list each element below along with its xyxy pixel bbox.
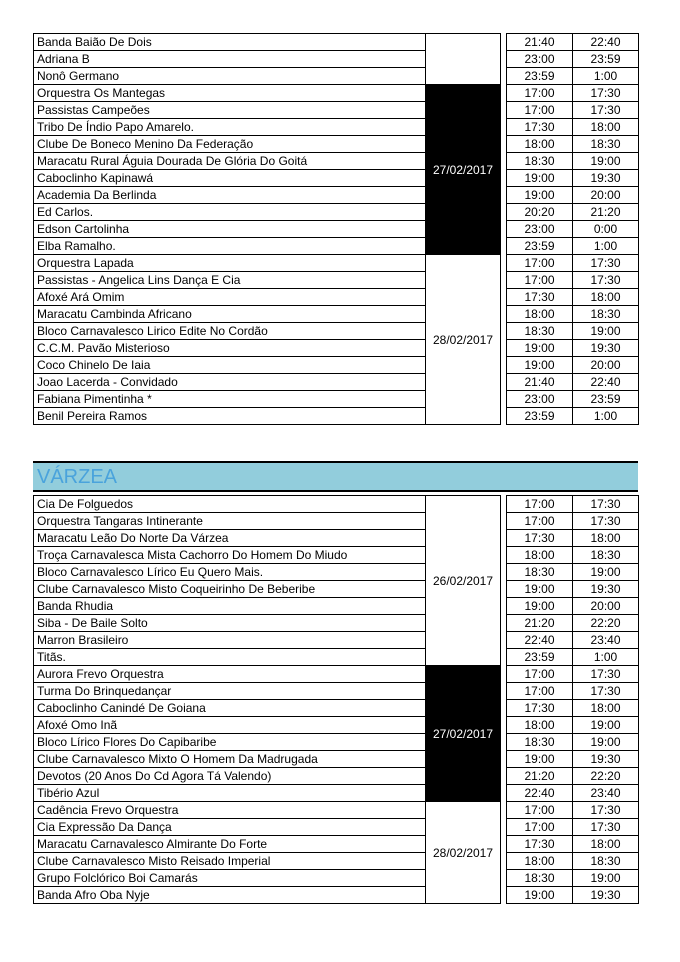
end-time: 22:20	[573, 768, 639, 785]
start-time: 23:59	[507, 238, 573, 255]
section-title: VÁRZEA	[37, 466, 118, 488]
schedule-row	[34, 391, 639, 408]
start-time: 17:30	[507, 700, 573, 717]
schedule-row	[34, 289, 639, 306]
start-time: 17:00	[507, 85, 573, 102]
end-time: 18:30	[573, 136, 639, 153]
attraction-name: Joao Lacerda - Convidado	[34, 374, 426, 391]
start-time: 17:30	[507, 530, 573, 547]
start-time: 19:00	[507, 887, 573, 904]
start-time: 23:00	[507, 391, 573, 408]
schedule-table-1	[33, 33, 639, 425]
start-time: 21:20	[507, 615, 573, 632]
schedule-row	[34, 204, 639, 221]
schedule-row	[34, 564, 639, 581]
attraction-name: Banda Afro Oba Nyje	[34, 887, 426, 904]
schedule-row	[34, 547, 639, 564]
attraction-name: Caboclinho Kapinawá	[34, 170, 426, 187]
attraction-name: Tribo De Índio Papo Amarelo.	[34, 119, 426, 136]
start-time: 21:40	[507, 34, 573, 51]
end-time: 19:30	[573, 170, 639, 187]
attraction-name: Maracatu Leão Do Norte Da Várzea	[34, 530, 426, 547]
schedule-row	[34, 255, 639, 272]
date-cell: 28/02/2017	[426, 255, 501, 425]
attraction-name: Passistas Campeões	[34, 102, 426, 119]
end-time: 20:00	[573, 598, 639, 615]
end-time: 23:59	[573, 391, 639, 408]
end-time: 20:00	[573, 187, 639, 204]
schedule-row	[34, 836, 639, 853]
schedule-row	[34, 768, 639, 785]
start-time: 22:40	[507, 785, 573, 802]
attraction-name: Elba Ramalho.	[34, 238, 426, 255]
attraction-name: Cia Expressão Da Dança	[34, 819, 426, 836]
start-time: 18:30	[507, 153, 573, 170]
end-time: 18:00	[573, 289, 639, 306]
schedule-row	[34, 272, 639, 289]
schedule-row	[34, 408, 639, 425]
date-cell: 27/02/2017	[426, 666, 501, 802]
end-time: 19:00	[573, 153, 639, 170]
schedule-row	[34, 632, 639, 649]
schedule-row	[34, 496, 639, 513]
schedule-row	[34, 374, 639, 391]
date-cell	[426, 34, 501, 85]
schedule-row	[34, 683, 639, 700]
schedule-row	[34, 751, 639, 768]
schedule-row	[34, 306, 639, 323]
start-time: 23:59	[507, 649, 573, 666]
attraction-name: Cia De Folguedos	[34, 496, 426, 513]
end-time: 19:30	[573, 751, 639, 768]
start-time: 17:00	[507, 666, 573, 683]
schedule-row	[34, 85, 639, 102]
attraction-name: Orquestra Lapada	[34, 255, 426, 272]
attraction-name: Cadência Frevo Orquestra	[34, 802, 426, 819]
schedule-row	[34, 581, 639, 598]
start-time: 23:00	[507, 221, 573, 238]
end-time: 21:20	[573, 204, 639, 221]
end-time: 0:00	[573, 221, 639, 238]
attraction-name: Nonô Germano	[34, 68, 426, 85]
attraction-name: Turma Do Brinquedançar	[34, 683, 426, 700]
attraction-name: Titãs.	[34, 649, 426, 666]
attraction-name: Banda Baião De Dois	[34, 34, 426, 51]
end-time: 23:59	[573, 51, 639, 68]
end-time: 19:00	[573, 870, 639, 887]
end-time: 1:00	[573, 238, 639, 255]
schedule-row	[34, 102, 639, 119]
start-time: 18:30	[507, 323, 573, 340]
end-time: 19:30	[573, 340, 639, 357]
schedule-row	[34, 153, 639, 170]
end-time: 23:40	[573, 785, 639, 802]
end-time: 19:00	[573, 734, 639, 751]
attraction-name: Clube De Boneco Menino Da Federação	[34, 136, 426, 153]
start-time: 18:00	[507, 306, 573, 323]
start-time: 19:00	[507, 751, 573, 768]
schedule-row	[34, 68, 639, 85]
end-time: 19:00	[573, 717, 639, 734]
schedule-row	[34, 51, 639, 68]
end-time: 17:30	[573, 102, 639, 119]
attraction-name: Fabiana Pimentinha *	[34, 391, 426, 408]
schedule-row	[34, 700, 639, 717]
attraction-name: Maracatu Cambinda Africano	[34, 306, 426, 323]
start-time: 17:00	[507, 272, 573, 289]
start-time: 17:30	[507, 119, 573, 136]
start-time: 21:20	[507, 768, 573, 785]
start-time: 17:00	[507, 513, 573, 530]
attraction-name: Aurora Frevo Orquestra	[34, 666, 426, 683]
end-time: 22:20	[573, 615, 639, 632]
end-time: 19:00	[573, 323, 639, 340]
attraction-name: Siba - De Baile Solto	[34, 615, 426, 632]
attraction-name: Devotos (20 Anos Do Cd Agora Tá Valendo)	[34, 768, 426, 785]
attraction-name: Banda Rhudia	[34, 598, 426, 615]
start-time: 19:00	[507, 581, 573, 598]
attraction-name: Clube Carnavalesco Mixto O Homem Da Madrugada	[34, 751, 426, 768]
start-time: 23:59	[507, 408, 573, 425]
end-time: 18:30	[573, 547, 639, 564]
attraction-name: Bloco Carnavalesco Lirico Edite No Cordão	[34, 323, 426, 340]
date-cell: 28/02/2017	[426, 802, 501, 904]
end-time: 17:30	[573, 819, 639, 836]
end-time: 18:00	[573, 119, 639, 136]
attraction-name: Benil Pereira Ramos	[34, 408, 426, 425]
attraction-name: Grupo Folclórico Boi Camarás	[34, 870, 426, 887]
schedule-row	[34, 323, 639, 340]
start-time: 17:00	[507, 683, 573, 700]
schedule-row	[34, 187, 639, 204]
schedule-row	[34, 870, 639, 887]
schedule-table-2	[33, 495, 639, 904]
end-time: 19:30	[573, 887, 639, 904]
end-time: 18:00	[573, 530, 639, 547]
end-time: 18:30	[573, 853, 639, 870]
end-time: 17:30	[573, 513, 639, 530]
end-time: 17:30	[573, 802, 639, 819]
schedule-row	[34, 513, 639, 530]
end-time: 17:30	[573, 496, 639, 513]
attraction-name: Maracatu Rural Águia Dourada De Glória Do Goitá	[34, 153, 426, 170]
attraction-name: Afoxé Omo Inã	[34, 717, 426, 734]
schedule-row	[34, 530, 639, 547]
start-time: 19:00	[507, 598, 573, 615]
end-time: 22:40	[573, 34, 639, 51]
start-time: 18:00	[507, 136, 573, 153]
attraction-name: Edson Cartolinha	[34, 221, 426, 238]
end-time: 19:30	[573, 581, 639, 598]
start-time: 17:00	[507, 102, 573, 119]
start-time: 21:40	[507, 374, 573, 391]
start-time: 17:30	[507, 289, 573, 306]
schedule-row	[34, 170, 639, 187]
end-time: 20:00	[573, 357, 639, 374]
end-time: 18:00	[573, 836, 639, 853]
start-time: 18:00	[507, 547, 573, 564]
start-time: 23:59	[507, 68, 573, 85]
start-time: 19:00	[507, 170, 573, 187]
end-time: 17:30	[573, 85, 639, 102]
start-time: 18:30	[507, 734, 573, 751]
attraction-name: Orquestra Tangaras Intinerante	[34, 513, 426, 530]
start-time: 19:00	[507, 357, 573, 374]
schedule-row	[34, 666, 639, 683]
end-time: 17:30	[573, 272, 639, 289]
attraction-name: Passistas - Angelica Lins Dança E Cia	[34, 272, 426, 289]
end-time: 22:40	[573, 374, 639, 391]
attraction-name: Tibério Azul	[34, 785, 426, 802]
start-time: 18:00	[507, 717, 573, 734]
start-time: 17:00	[507, 819, 573, 836]
date-cell: 26/02/2017	[426, 496, 501, 666]
schedule-row	[34, 785, 639, 802]
attraction-name: Maracatu Carnavalesco Almirante Do Forte	[34, 836, 426, 853]
schedule-row	[34, 34, 639, 51]
schedule-row	[34, 119, 639, 136]
start-time: 17:00	[507, 496, 573, 513]
end-time: 1:00	[573, 68, 639, 85]
start-time: 19:00	[507, 187, 573, 204]
attraction-name: Bloco Carnavalesco Lírico Eu Quero Mais.	[34, 564, 426, 581]
attraction-name: Ed Carlos.	[34, 204, 426, 221]
end-time: 18:30	[573, 306, 639, 323]
schedule-row	[34, 734, 639, 751]
end-time: 17:30	[573, 666, 639, 683]
start-time: 17:30	[507, 836, 573, 853]
section-header-varzea	[33, 461, 638, 492]
attraction-name: Troça Carnavalesca Mista Cachorro Do Homem Do Miudo	[34, 547, 426, 564]
end-time: 17:30	[573, 683, 639, 700]
attraction-name: Academia Da Berlinda	[34, 187, 426, 204]
schedule-row	[34, 717, 639, 734]
schedule-row	[34, 887, 639, 904]
start-time: 17:00	[507, 255, 573, 272]
end-time: 1:00	[573, 649, 639, 666]
schedule-row	[34, 802, 639, 819]
schedule-row	[34, 853, 639, 870]
start-time: 18:00	[507, 853, 573, 870]
attraction-name: Clube Carnavalesco Misto Reisado Imperial	[34, 853, 426, 870]
end-time: 18:00	[573, 700, 639, 717]
start-time: 18:30	[507, 870, 573, 887]
start-time: 20:20	[507, 204, 573, 221]
end-time: 17:30	[573, 255, 639, 272]
start-time: 19:00	[507, 340, 573, 357]
end-time: 23:40	[573, 632, 639, 649]
attraction-name: Marron Brasileiro	[34, 632, 426, 649]
attraction-name: Adriana B	[34, 51, 426, 68]
start-time: 23:00	[507, 51, 573, 68]
attraction-name: Caboclinho Canindé De Goiana	[34, 700, 426, 717]
attraction-name: Afoxé Ará Omim	[34, 289, 426, 306]
schedule-row	[34, 221, 639, 238]
attraction-name: Clube Carnavalesco Misto Coqueirinho De Beberibe	[34, 581, 426, 598]
start-time: 17:00	[507, 802, 573, 819]
start-time: 18:30	[507, 564, 573, 581]
schedule-row	[34, 357, 639, 374]
end-time: 1:00	[573, 408, 639, 425]
schedule-row	[34, 819, 639, 836]
attraction-name: C.C.M. Pavão Misterioso	[34, 340, 426, 357]
schedule-row	[34, 136, 639, 153]
schedule-row	[34, 340, 639, 357]
start-time: 22:40	[507, 632, 573, 649]
schedule-row	[34, 649, 639, 666]
schedule-row	[34, 615, 639, 632]
date-cell: 27/02/2017	[426, 85, 501, 255]
end-time: 19:00	[573, 564, 639, 581]
schedule-row	[34, 238, 639, 255]
attraction-name: Orquestra Os Mantegas	[34, 85, 426, 102]
schedule-row	[34, 598, 639, 615]
attraction-name: Coco Chinelo De Iaia	[34, 357, 426, 374]
attraction-name: Bloco Lírico Flores Do Capibaribe	[34, 734, 426, 751]
